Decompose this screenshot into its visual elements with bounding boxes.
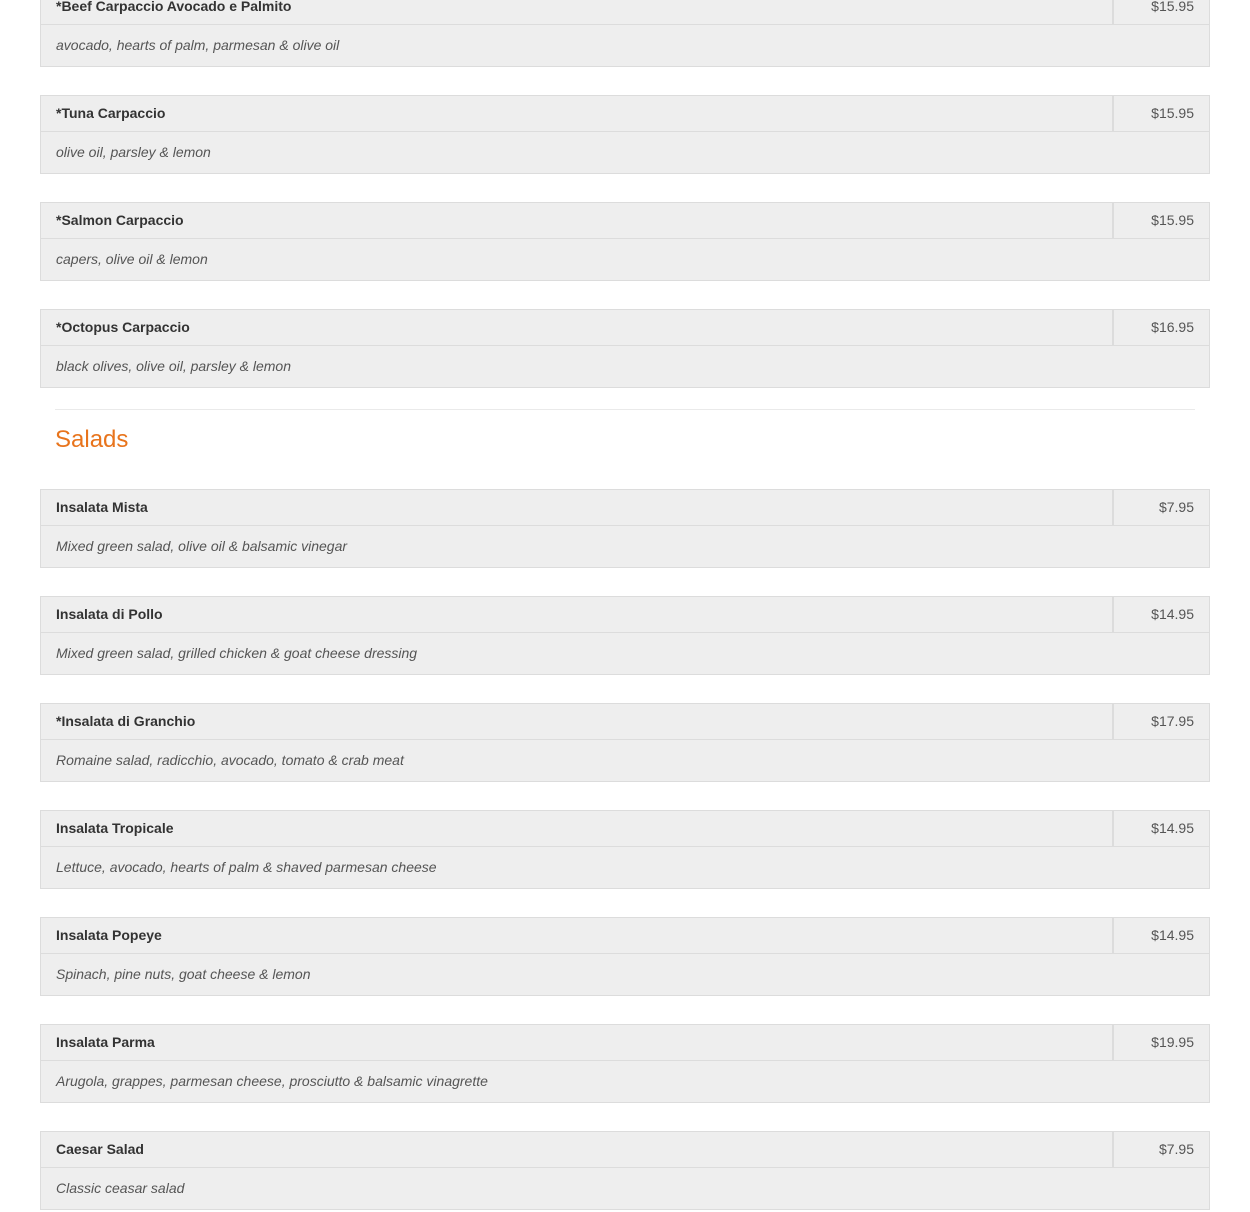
- menu-item-name: Insalata Mista: [41, 490, 1114, 525]
- menu-item-description: Spinach, pine nuts, goat cheese & lemon: [56, 966, 311, 982]
- menu-item-beef-carpaccio: [40, 0, 1210, 67]
- menu-item-name: Insalata Popeye: [41, 918, 1114, 953]
- menu-item-name: *Beef Carpaccio Avocado e Palmito: [41, 0, 1114, 24]
- menu-item-description: avocado, hearts of palm, parmesan & olive oil: [56, 37, 340, 53]
- menu-item-price: $19.95: [1151, 1034, 1194, 1050]
- menu-item-description: black olives, olive oil, parsley & lemon: [56, 358, 291, 374]
- menu-item-price: $15.95: [1151, 0, 1194, 14]
- menu-item-name: *Salmon Carpaccio: [41, 203, 1114, 238]
- menu-item-name: Caesar Salad: [41, 1132, 1114, 1167]
- menu-item-insalata-parma: [40, 1024, 1210, 1103]
- menu-item-name: *Tuna Carpaccio: [41, 96, 1114, 131]
- menu-item-description: Mixed green salad, grilled chicken & goat cheese dressing: [56, 645, 418, 661]
- menu-item-description: Romaine salad, radicchio, avocado, tomato & crab meat: [56, 752, 404, 768]
- menu-item-description: Arugola, grappes, parmesan cheese, prosciutto & balsamic vinagrette: [56, 1073, 488, 1089]
- salads-list: [40, 489, 1210, 1212]
- menu-item-name: *Insalata di Granchio: [41, 704, 1114, 739]
- menu-item-price: $14.95: [1151, 927, 1194, 943]
- menu-item-description: capers, olive oil & lemon: [56, 251, 208, 267]
- menu-item-price: $7.95: [1158, 1141, 1194, 1157]
- menu-item-name: Insalata Tropicale: [41, 811, 1114, 846]
- menu-item-insalata-popeye: [40, 917, 1210, 996]
- menu-item-description: Mixed green salad, olive oil & balsamic vinegar: [56, 538, 348, 554]
- menu-item-tuna-carpaccio: [40, 95, 1210, 174]
- menu-item-salmon-carpaccio: [40, 202, 1210, 281]
- section-divider: [55, 409, 1195, 410]
- menu-item-price: $15.95: [1151, 105, 1194, 121]
- menu-item-name: *Octopus Carpaccio: [41, 310, 1114, 345]
- menu-item-octopus-carpaccio: [40, 309, 1210, 388]
- menu-item-name: Insalata Parma: [41, 1025, 1114, 1060]
- menu-item-insalata-mista: [40, 489, 1210, 568]
- menu-item-price: $14.95: [1151, 606, 1194, 622]
- menu-item-insalata-tropicale: [40, 810, 1210, 889]
- menu-item-price: $17.95: [1151, 713, 1194, 729]
- menu-item-insalata-di-granchio: [40, 703, 1210, 782]
- menu-item-price: $16.95: [1151, 319, 1194, 335]
- carpaccio-list: [40, 0, 1210, 416]
- menu-item-price: $15.95: [1151, 212, 1194, 228]
- menu-item-price: $14.95: [1151, 820, 1194, 836]
- menu-item-description: Classic ceasar salad: [56, 1180, 185, 1196]
- menu-item-caesar-salad: [40, 1131, 1210, 1210]
- menu-item-name: Insalata di Pollo: [41, 597, 1114, 632]
- menu-item-price: $7.95: [1158, 499, 1194, 515]
- menu-item-description: olive oil, parsley & lemon: [56, 144, 211, 160]
- menu-item-description: Lettuce, avocado, hearts of palm & shaved parmesan cheese: [56, 859, 437, 875]
- section-title-salads: Salads: [55, 426, 129, 453]
- menu-item-insalata-di-pollo: [40, 596, 1210, 675]
